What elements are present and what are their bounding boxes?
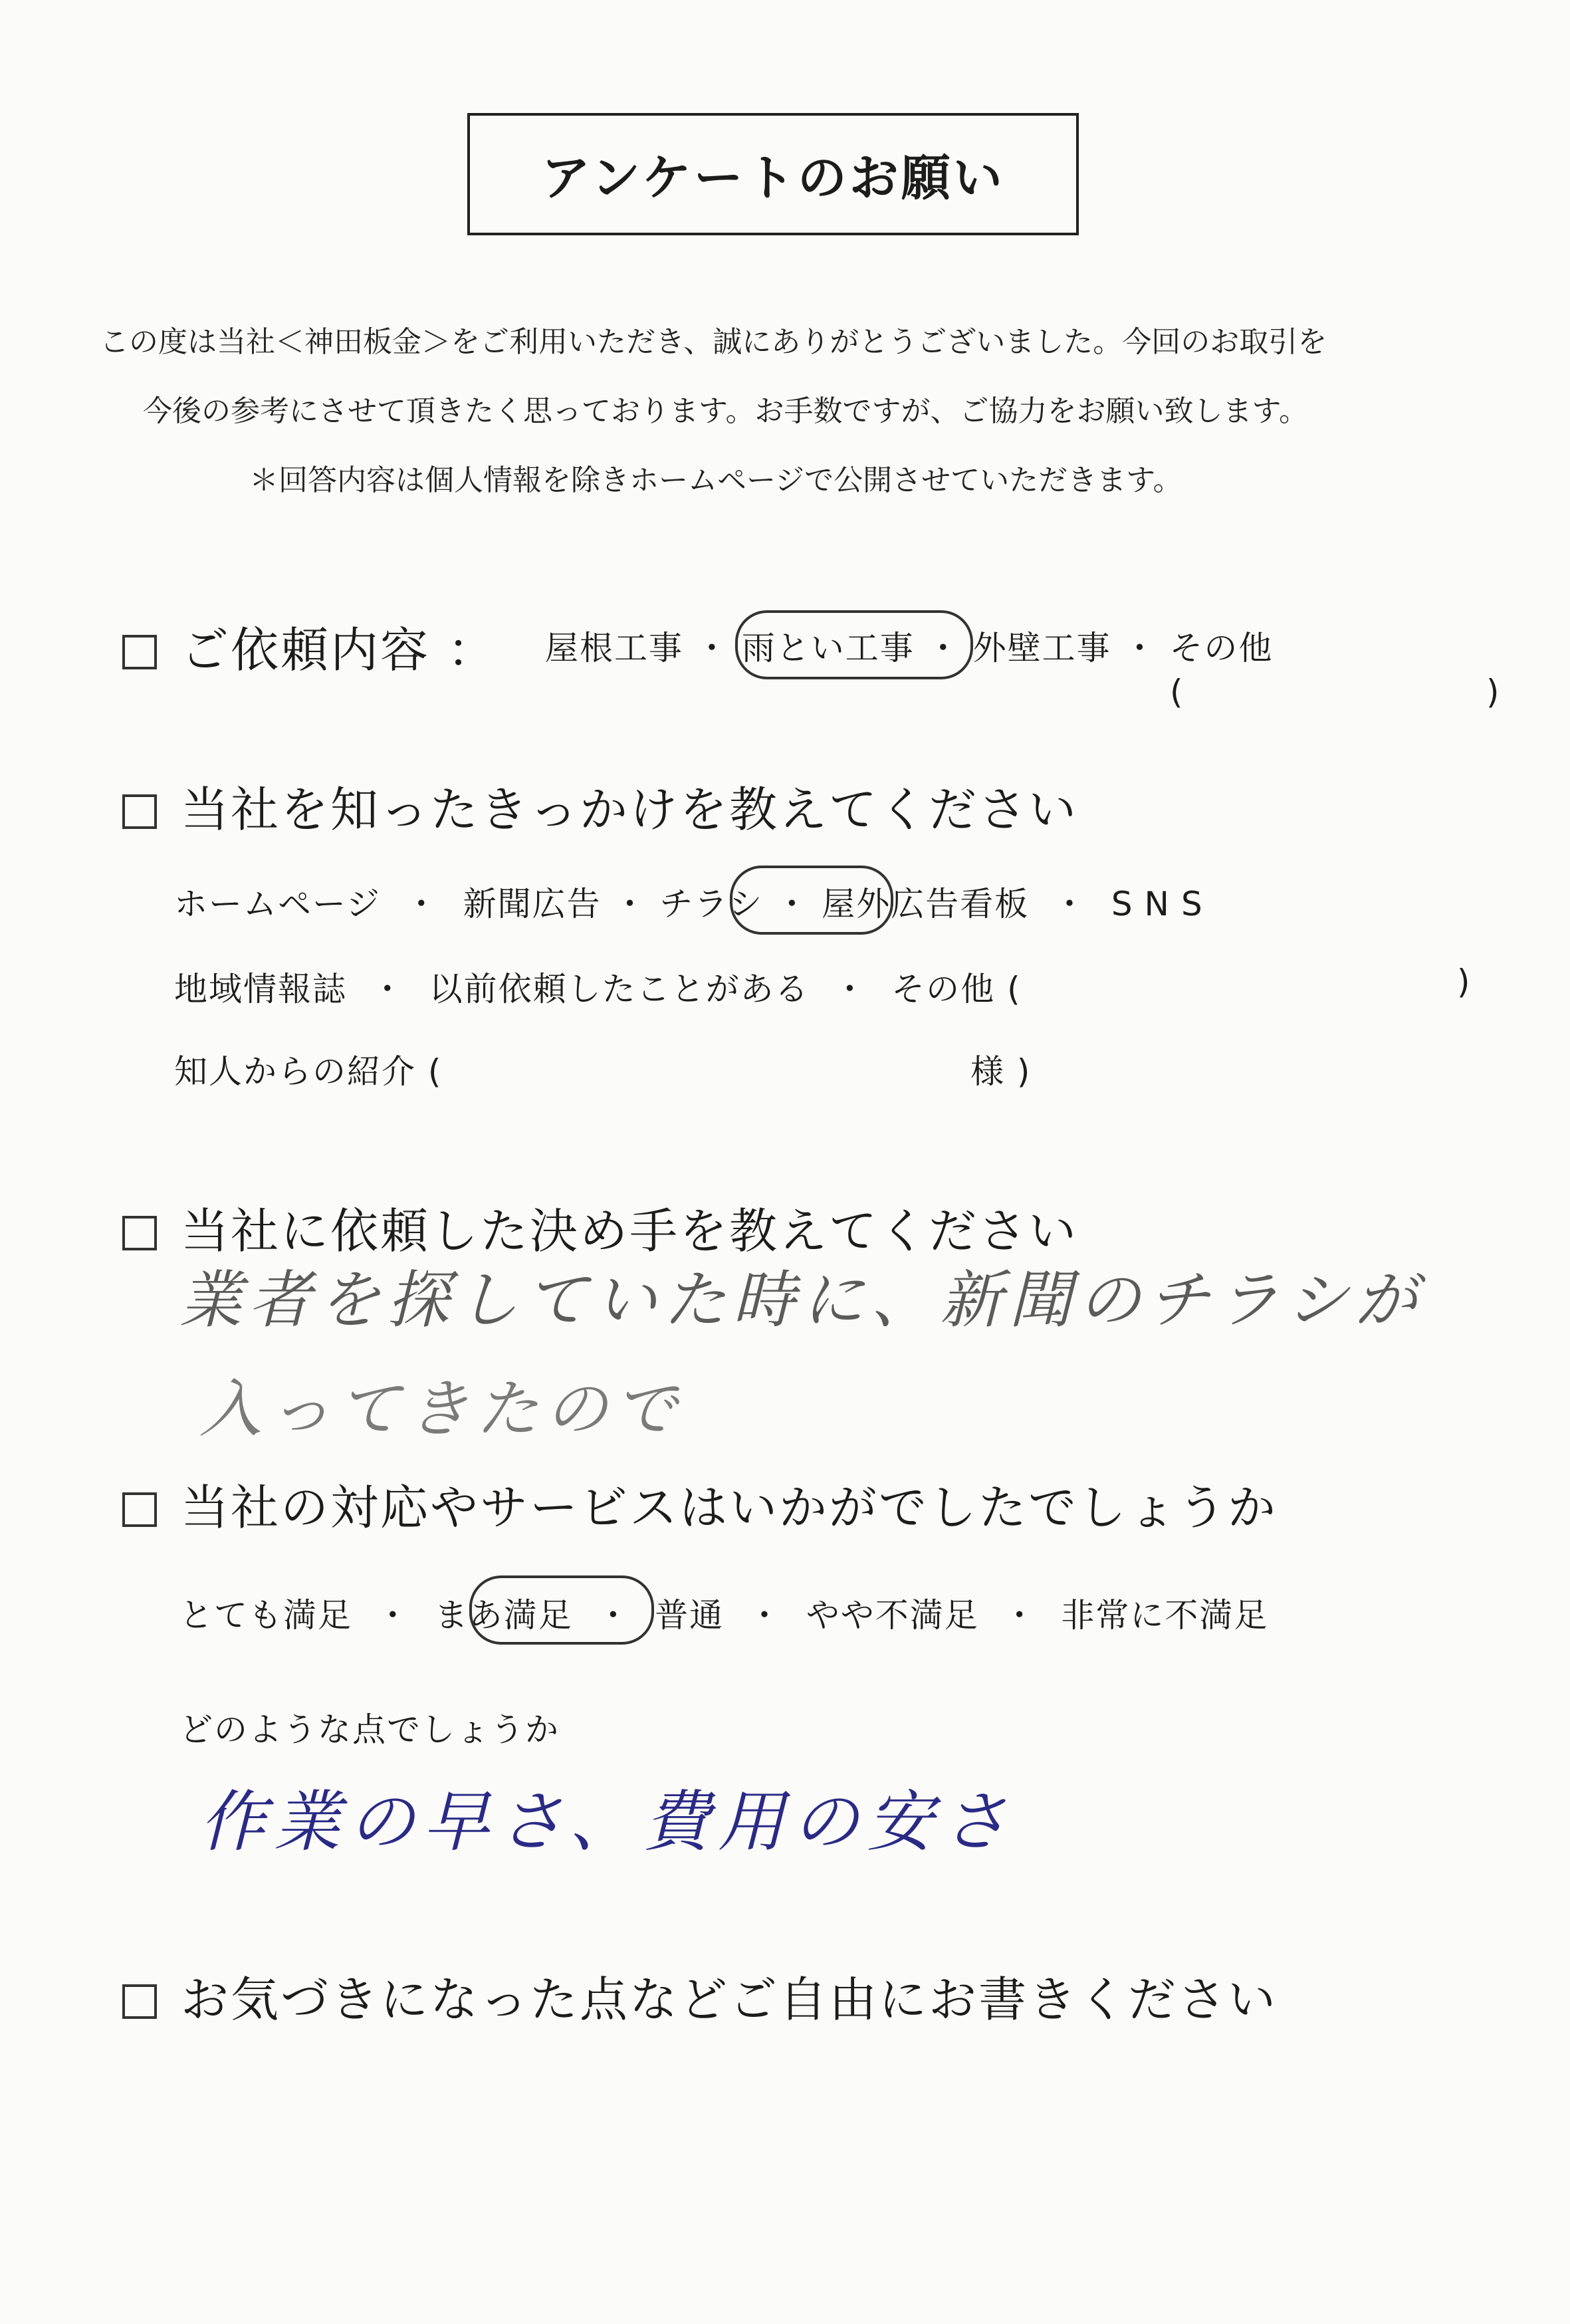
- q5-question: [122, 1961, 1278, 2030]
- q1-label: ご依頼内容 ：: [181, 622, 497, 678]
- q4-option-somewhat-satisfied[interactable]: まあ満足: [434, 1596, 573, 1635]
- q2-other-paren-close: ): [1457, 963, 1472, 1001]
- q1-question: [122, 612, 497, 681]
- q1-option-wall[interactable]: 外壁工事: [972, 629, 1111, 667]
- q5-label: お気づきになった点などご自由にお書きください: [181, 1972, 1278, 2028]
- q2-option-referral[interactable]: 知人からの紹介 (: [174, 1052, 443, 1091]
- q2-option-homepage[interactable]: ホームページ: [174, 885, 381, 923]
- separator: ・: [596, 1596, 631, 1635]
- q2-option-billboard[interactable]: 屋外広告看板: [822, 885, 1030, 923]
- separator: ・: [1002, 1596, 1038, 1635]
- q1-checkbox[interactable]: [122, 635, 157, 669]
- q2-option-local-magazine[interactable]: 地域情報誌: [174, 970, 347, 1008]
- q2-option-newspaper-ad[interactable]: 新聞広告: [463, 885, 602, 923]
- q4-checkbox[interactable]: [122, 1492, 157, 1527]
- q2-checkbox[interactable]: [122, 794, 157, 829]
- q4-options: [179, 1589, 1268, 1637]
- separator: ・: [376, 1596, 411, 1635]
- q4-option-somewhat-dissatisfied[interactable]: やや不満足: [806, 1596, 979, 1635]
- q1-option-gutter[interactable]: 雨とい工事: [741, 629, 915, 667]
- q2-selected-circle: [730, 866, 893, 935]
- q2-option-sns[interactable]: SNS: [1111, 885, 1214, 923]
- q1-selected-circle: [735, 610, 973, 679]
- q5-free-text-area[interactable]: [173, 2054, 1462, 2267]
- q2-option-flyer[interactable]: チラシ: [659, 885, 764, 923]
- q4-selected-circle: [469, 1575, 654, 1645]
- separator: ・: [1123, 629, 1158, 667]
- separator: ・: [404, 885, 439, 923]
- q2-question: [122, 771, 1078, 840]
- q2-option-other[interactable]: その他 (: [891, 970, 1022, 1008]
- q2-label: 当社を知ったきっかけを教えてください: [181, 782, 1079, 838]
- q1-option-roof[interactable]: 屋根工事: [545, 629, 683, 667]
- q1-other-paren-open: (: [1170, 673, 1184, 711]
- q3-label: 当社に依頼した決め手を教えてください: [181, 1203, 1079, 1259]
- q2-options-row-1: [174, 877, 1214, 925]
- survey-title: アンケートのお願い: [541, 150, 1005, 207]
- q4-option-neutral[interactable]: 普通: [655, 1596, 725, 1635]
- q4-question: [122, 1469, 1278, 1538]
- separator: ・: [1053, 885, 1088, 923]
- separator: ・: [747, 1596, 782, 1635]
- q3-handwritten-answer-line-1: 業者を探していた時に、新聞のチラシが: [179, 1264, 1424, 1337]
- q2-options-row-2: [174, 963, 1022, 1010]
- q1-other-paren-close: ): [1486, 673, 1501, 711]
- q4-option-very-dissatisfied[interactable]: 非常に不満足: [1061, 1596, 1269, 1635]
- q4-handwritten-answer: 作業の早さ、費用の安さ: [199, 1783, 1016, 1861]
- q3-handwritten-answer-line-2: 入ってきたので: [199, 1373, 684, 1446]
- q3-checkbox[interactable]: [122, 1216, 157, 1250]
- q4-label: 当社の対応やサービスはいかがでしたでしょうか: [181, 1480, 1278, 1536]
- separator: ・: [370, 970, 405, 1008]
- q4-followup-prompt: どのような点でしょうか: [179, 1710, 560, 1749]
- intro-line-2: 今後の参考にさせて頂きたく思っております。お手数ですが、ご協力をお願い致します。: [143, 394, 1308, 428]
- separator: ・: [926, 629, 961, 667]
- separator: ・: [775, 885, 810, 923]
- q5-checkbox[interactable]: [122, 1984, 157, 2019]
- q2-option-previous-request[interactable]: 以前依頼したことがある: [429, 970, 810, 1008]
- intro-line-3: ＊回答内容は個人情報を除きホームページで公開させていただきます。: [249, 463, 1182, 497]
- separator: ・: [613, 885, 648, 923]
- q2-referral-suffix: 様 ): [970, 1052, 1032, 1091]
- separator: ・: [833, 970, 868, 1008]
- survey-title-box: [467, 113, 1079, 235]
- q4-option-very-satisfied[interactable]: とても満足: [179, 1596, 352, 1635]
- intro-line-1: この度は当社＜神田板金＞をご利用いただき、誠にありがとうございました。今回のお取引を: [100, 325, 1327, 359]
- separator: ・: [695, 629, 730, 667]
- q1-option-other[interactable]: その他: [1169, 629, 1274, 667]
